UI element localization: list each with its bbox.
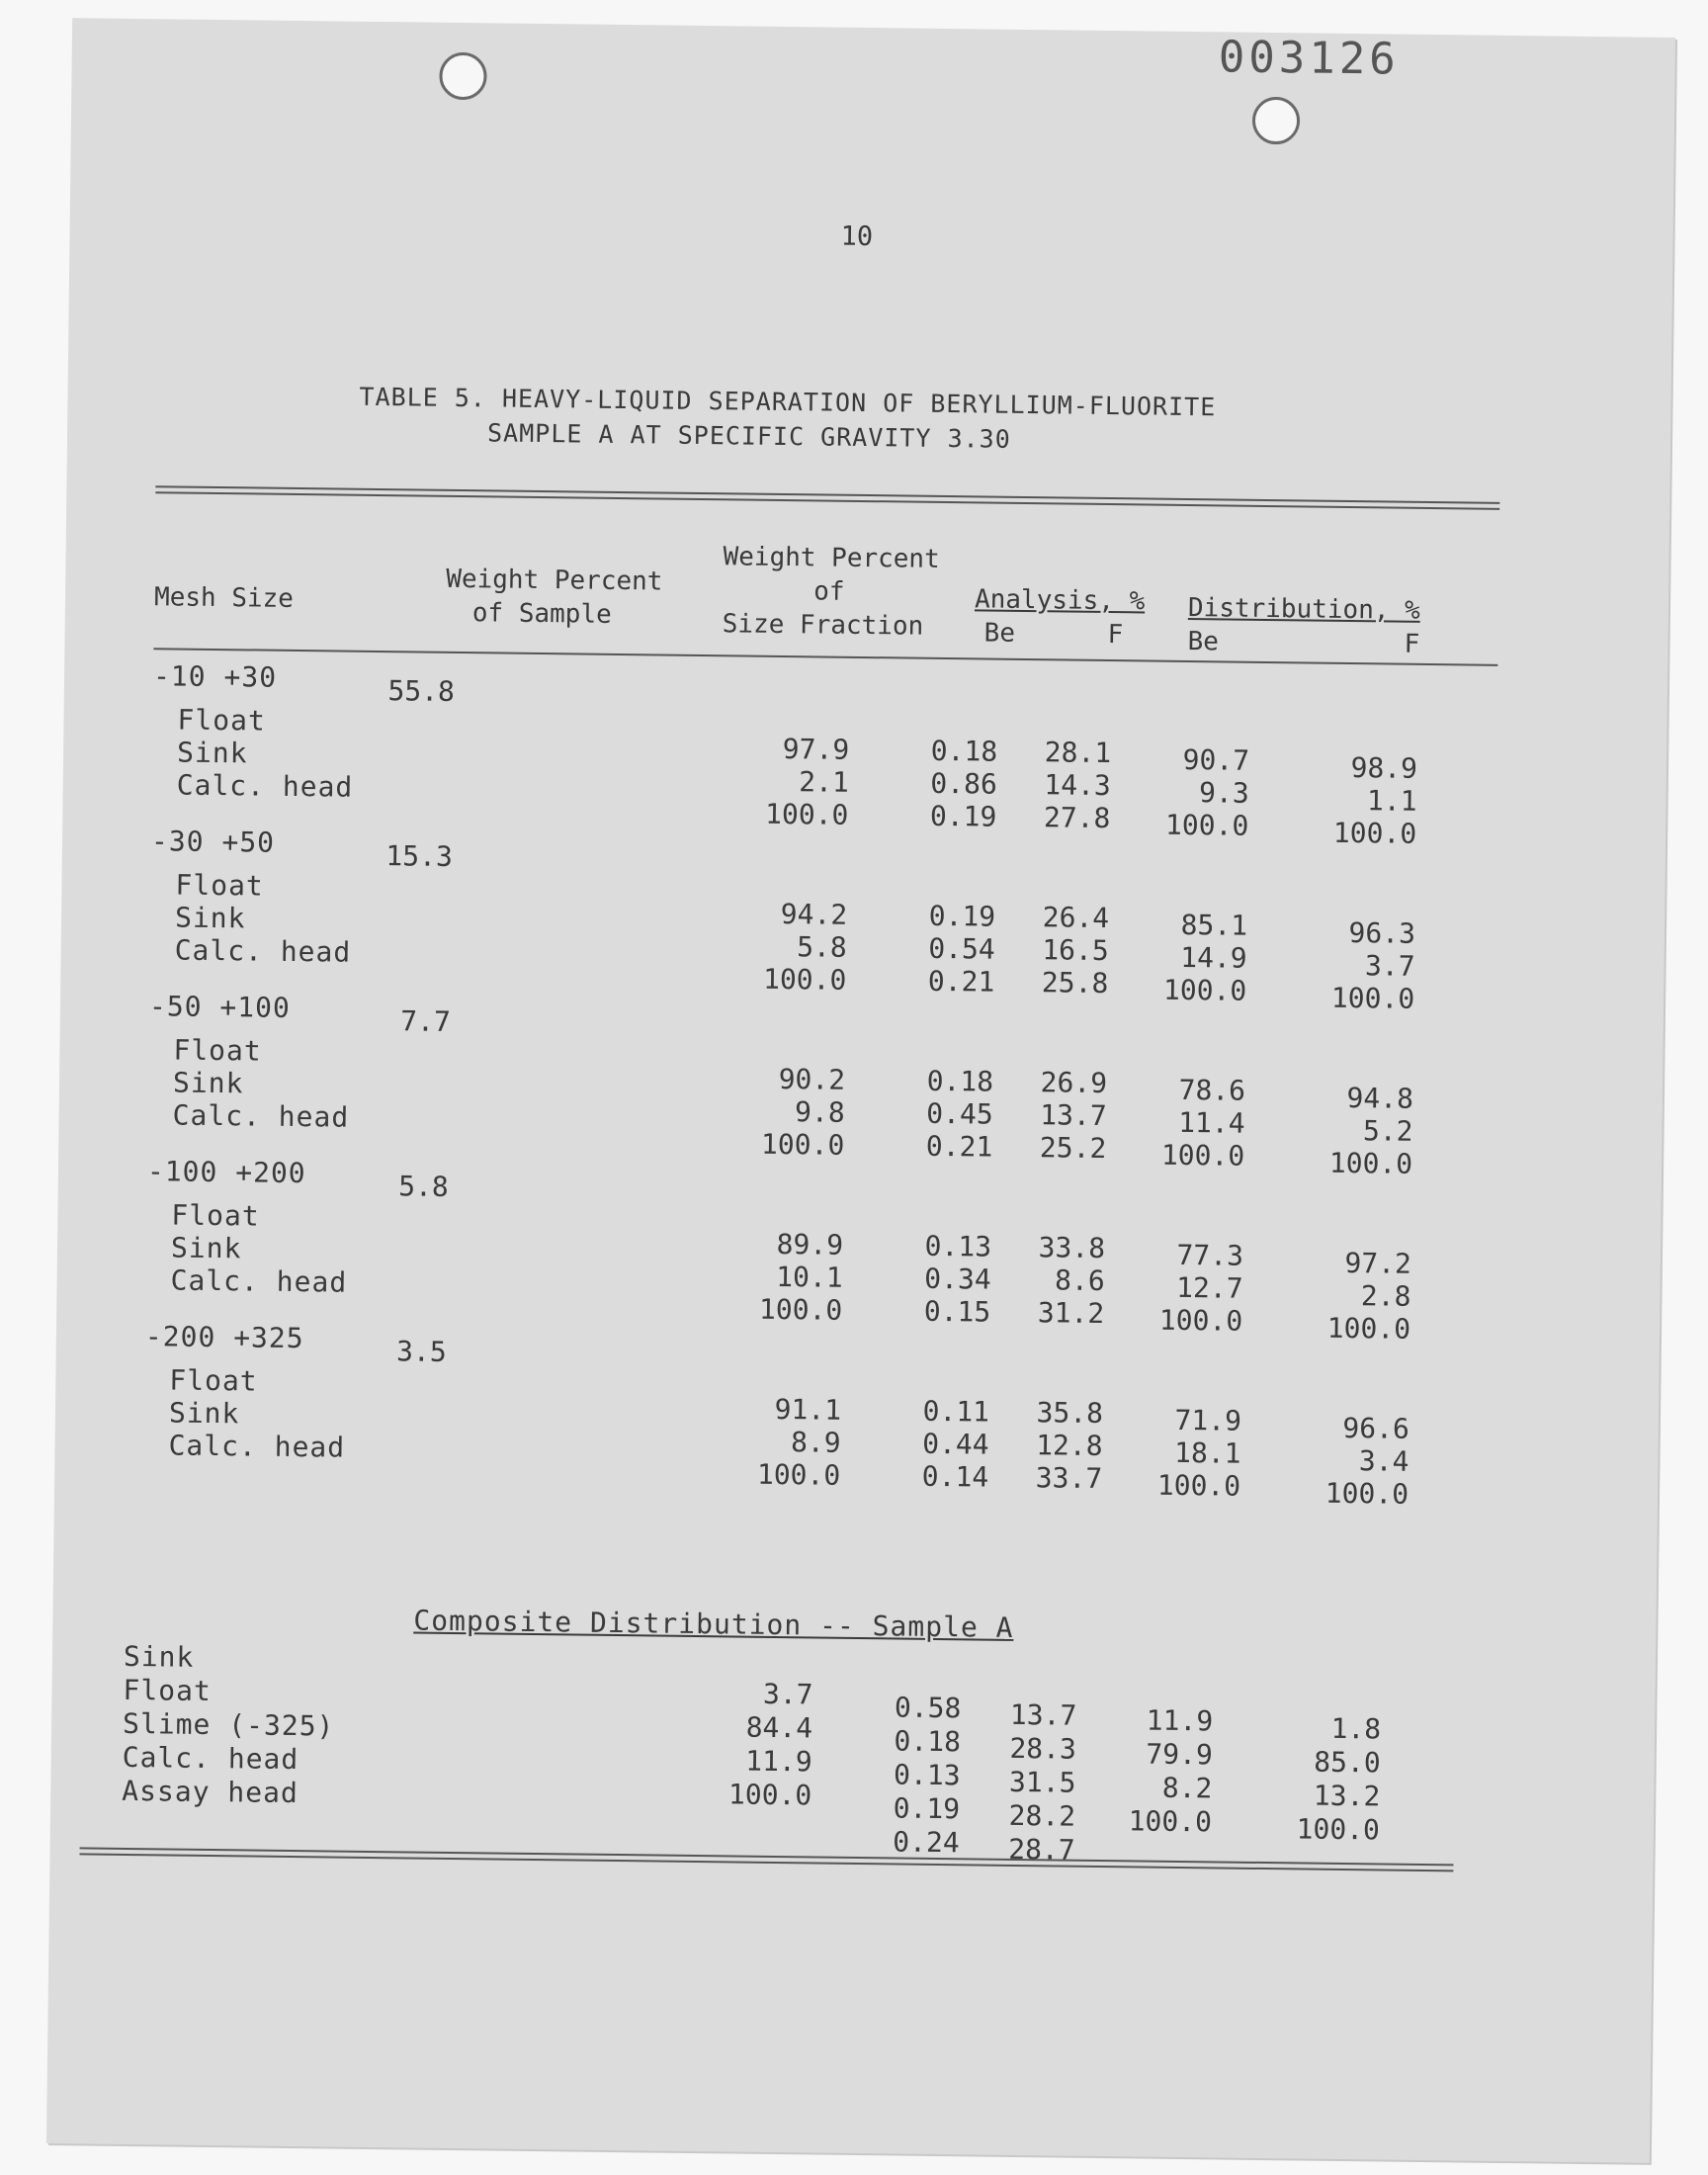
- analysis-be-value: 0.34: [924, 1262, 991, 1296]
- composite-distribution-be: 11.9: [1146, 1703, 1214, 1738]
- distribution-be-value: 100.0: [1160, 1138, 1245, 1173]
- fraction-label: Calc. head: [170, 1263, 348, 1299]
- mesh-size-label: -10 +30: [152, 659, 278, 694]
- distribution-f-value: 100.0: [1330, 981, 1415, 1015]
- distribution-f-value: 97.2: [1344, 1246, 1412, 1280]
- table-title-line-2: SAMPLE A AT SPECIFIC GRAVITY 3.30: [486, 418, 1011, 454]
- analysis-be-value: 0.19: [928, 899, 996, 933]
- size-fraction-value: 100.0: [758, 1292, 843, 1327]
- header-analysis-be: Be: [983, 618, 1016, 649]
- fraction-label: Calc. head: [168, 1429, 346, 1464]
- composite-label: Sink: [123, 1639, 195, 1674]
- punch-hole: [1252, 97, 1301, 145]
- header-weight-percent-sample-1: Weight Percent: [446, 564, 663, 597]
- distribution-be-value: 78.6: [1178, 1073, 1246, 1107]
- top-double-rule: [155, 485, 1499, 510]
- fraction-label: Sink: [170, 1231, 242, 1265]
- distribution-be-value: 100.0: [1156, 1468, 1241, 1503]
- distribution-be-value: 11.4: [1177, 1105, 1245, 1140]
- header-distribution: Distribution, %: [1187, 593, 1420, 626]
- header-distribution-be: Be: [1187, 627, 1220, 657]
- analysis-be-value: 0.44: [922, 1427, 989, 1461]
- size-fraction-value: 89.9: [776, 1227, 844, 1262]
- weight-percent-sample: 3.5: [395, 1335, 447, 1368]
- analysis-f-value: 27.8: [1043, 801, 1111, 835]
- size-fraction-value: 90.2: [778, 1062, 846, 1096]
- distribution-f-value: 100.0: [1332, 816, 1417, 850]
- composite-analysis-be: 0.18: [894, 1724, 962, 1759]
- distribution-be-value: 71.9: [1174, 1403, 1242, 1437]
- distribution-f-value: 94.8: [1346, 1082, 1414, 1115]
- distribution-f-value: 96.3: [1348, 916, 1416, 950]
- size-fraction-value: 5.8: [796, 930, 847, 964]
- distribution-f-value: 1.1: [1366, 784, 1417, 818]
- distribution-f-value: 100.0: [1328, 1146, 1413, 1180]
- fraction-label: Float: [177, 703, 267, 738]
- fraction-label: Float: [171, 1198, 260, 1233]
- size-fraction-value: 91.1: [774, 1392, 842, 1427]
- distribution-f-value: 3.7: [1364, 949, 1415, 983]
- composite-label: Slime (-325): [122, 1706, 335, 1743]
- size-fraction-value: 100.0: [756, 1457, 841, 1492]
- analysis-f-value: 31.2: [1037, 1296, 1105, 1331]
- analysis-be-value: 0.86: [930, 766, 997, 801]
- header-distribution-f: F: [1404, 629, 1420, 659]
- composite-distribution-f: 13.2: [1313, 1779, 1381, 1813]
- weight-percent-sample: 15.3: [385, 839, 454, 873]
- distribution-be-value: 100.0: [1164, 808, 1249, 842]
- header-size-fraction-1: Weight Percent: [723, 542, 940, 574]
- analysis-be-value: 0.18: [930, 734, 998, 768]
- mesh-size-label: -30 +50: [150, 825, 276, 859]
- size-fraction-value: 100.0: [762, 962, 847, 997]
- analysis-be-value: 0.15: [923, 1294, 991, 1329]
- analysis-f-value: 12.8: [1035, 1429, 1103, 1463]
- fraction-label: Calc. head: [174, 933, 352, 969]
- distribution-f-value: 3.4: [1358, 1444, 1409, 1478]
- composite-analysis-be: 0.58: [894, 1691, 962, 1725]
- punch-hole: [439, 52, 487, 101]
- composite-distribution-be: 100.0: [1128, 1804, 1213, 1839]
- analysis-f-value: 8.6: [1054, 1263, 1105, 1298]
- composite-size-fraction: 100.0: [727, 1778, 812, 1812]
- weight-percent-sample: 55.8: [387, 674, 456, 708]
- composite-size-fraction: 3.7: [762, 1677, 813, 1711]
- distribution-be-value: 100.0: [1158, 1303, 1243, 1338]
- size-fraction-value: 100.0: [764, 797, 849, 831]
- composite-label: Calc. head: [122, 1740, 299, 1777]
- analysis-be-value: 0.21: [927, 964, 995, 999]
- header-mesh-size: Mesh Size: [153, 582, 295, 614]
- analysis-f-value: 25.8: [1041, 966, 1109, 1000]
- page-number: 10: [840, 220, 874, 253]
- size-fraction-value: 8.9: [790, 1426, 841, 1459]
- analysis-f-value: 28.1: [1044, 736, 1112, 770]
- size-fraction-value: 9.8: [794, 1095, 845, 1129]
- header-size-fraction-3: Size Fraction: [722, 609, 924, 642]
- composite-distribution-f: 85.0: [1314, 1745, 1381, 1780]
- header-size-fraction-2: of: [812, 576, 845, 607]
- composite-analysis-be: 0.19: [893, 1791, 961, 1826]
- composite-analysis-f: 28.7: [1007, 1832, 1075, 1867]
- composite-title: Composite Distribution -- Sample A: [413, 1604, 1014, 1644]
- fraction-label: Float: [173, 1033, 262, 1068]
- distribution-be-value: 12.7: [1175, 1270, 1243, 1305]
- distribution-be-value: 100.0: [1162, 973, 1247, 1007]
- composite-analysis-f: 31.5: [1008, 1765, 1076, 1799]
- analysis-f-value: 33.8: [1038, 1231, 1106, 1265]
- distribution-f-value: 5.2: [1362, 1114, 1413, 1148]
- analysis-f-value: 14.3: [1044, 768, 1111, 803]
- table-title-line-1: TABLE 5. HEAVY-LIQUID SEPARATION OF BERYLLIUM-FLUORITE: [359, 382, 1217, 422]
- weight-percent-sample: 5.8: [398, 1170, 449, 1203]
- fraction-label: Sink: [168, 1396, 240, 1431]
- analysis-f-value: 26.9: [1040, 1066, 1108, 1100]
- distribution-f-value: 98.9: [1350, 751, 1418, 785]
- composite-distribution-f: 1.8: [1330, 1711, 1382, 1746]
- composite-analysis-f: 13.7: [1009, 1697, 1077, 1732]
- distribution-be-value: 14.9: [1180, 940, 1247, 975]
- composite-analysis-f: 28.2: [1008, 1798, 1076, 1833]
- analysis-be-value: 0.21: [925, 1129, 993, 1164]
- analysis-be-value: 0.54: [928, 931, 995, 966]
- distribution-f-value: 100.0: [1326, 1311, 1411, 1346]
- composite-label: Float: [123, 1673, 213, 1708]
- analysis-f-value: 26.4: [1042, 901, 1110, 935]
- analysis-f-value: 13.7: [1040, 1098, 1107, 1133]
- analysis-f-value: 25.2: [1039, 1131, 1107, 1166]
- distribution-f-value: 2.8: [1360, 1279, 1411, 1313]
- composite-size-fraction: 11.9: [745, 1744, 812, 1779]
- distribution-be-value: 85.1: [1180, 908, 1248, 942]
- fraction-label: Sink: [176, 736, 248, 770]
- mesh-size-label: -50 +100: [148, 990, 292, 1024]
- header-weight-percent-sample-2: of Sample: [471, 598, 612, 630]
- mesh-size-label: -200 +325: [144, 1320, 304, 1355]
- size-fraction-value: 2.1: [799, 765, 850, 799]
- distribution-be-value: 9.3: [1198, 776, 1249, 810]
- analysis-be-value: 0.11: [922, 1394, 990, 1429]
- document-page: [46, 18, 1675, 2163]
- distribution-be-value: 77.3: [1176, 1238, 1244, 1272]
- fraction-label: Calc. head: [176, 768, 354, 804]
- analysis-f-value: 35.8: [1036, 1396, 1104, 1431]
- fraction-label: Sink: [172, 1066, 244, 1100]
- composite-label: Assay head: [122, 1774, 299, 1810]
- analysis-be-value: 0.45: [926, 1096, 993, 1131]
- fraction-label: Float: [175, 868, 264, 903]
- composite-distribution-f: 100.0: [1296, 1812, 1381, 1847]
- analysis-be-value: 0.18: [926, 1064, 994, 1098]
- weight-percent-sample: 7.7: [400, 1004, 452, 1038]
- header-analysis-f: F: [1107, 620, 1124, 651]
- composite-analysis-f: 28.3: [1009, 1731, 1077, 1766]
- composite-analysis-be: 0.24: [893, 1825, 960, 1860]
- analysis-be-value: 0.14: [921, 1459, 989, 1494]
- distribution-f-value: 96.6: [1342, 1411, 1410, 1445]
- header-analysis: Analysis, %: [974, 584, 1146, 617]
- size-fraction-value: 97.9: [782, 733, 850, 766]
- analysis-be-value: 0.13: [924, 1229, 992, 1263]
- header-rule: [153, 648, 1497, 666]
- composite-distribution-be: 8.2: [1161, 1771, 1213, 1805]
- composite-distribution-be: 79.9: [1146, 1737, 1214, 1772]
- fraction-label: Calc. head: [172, 1098, 350, 1134]
- bottom-double-rule: [79, 1847, 1453, 1871]
- fraction-label: Sink: [174, 901, 246, 935]
- distribution-be-value: 90.7: [1182, 742, 1250, 777]
- analysis-f-value: 16.5: [1042, 933, 1109, 968]
- distribution-be-value: 18.1: [1173, 1436, 1241, 1470]
- size-fraction-value: 10.1: [776, 1260, 843, 1294]
- fraction-label: Float: [169, 1363, 258, 1398]
- analysis-be-value: 0.19: [929, 799, 997, 833]
- size-fraction-value: 94.2: [780, 897, 848, 931]
- mesh-size-label: -100 +200: [146, 1155, 306, 1190]
- document-stamp: 003126: [1218, 32, 1401, 85]
- composite-size-fraction: 84.4: [745, 1710, 813, 1745]
- analysis-f-value: 33.7: [1035, 1461, 1103, 1496]
- composite-analysis-be: 0.13: [893, 1758, 961, 1792]
- distribution-f-value: 100.0: [1324, 1476, 1409, 1511]
- size-fraction-value: 100.0: [760, 1127, 845, 1162]
